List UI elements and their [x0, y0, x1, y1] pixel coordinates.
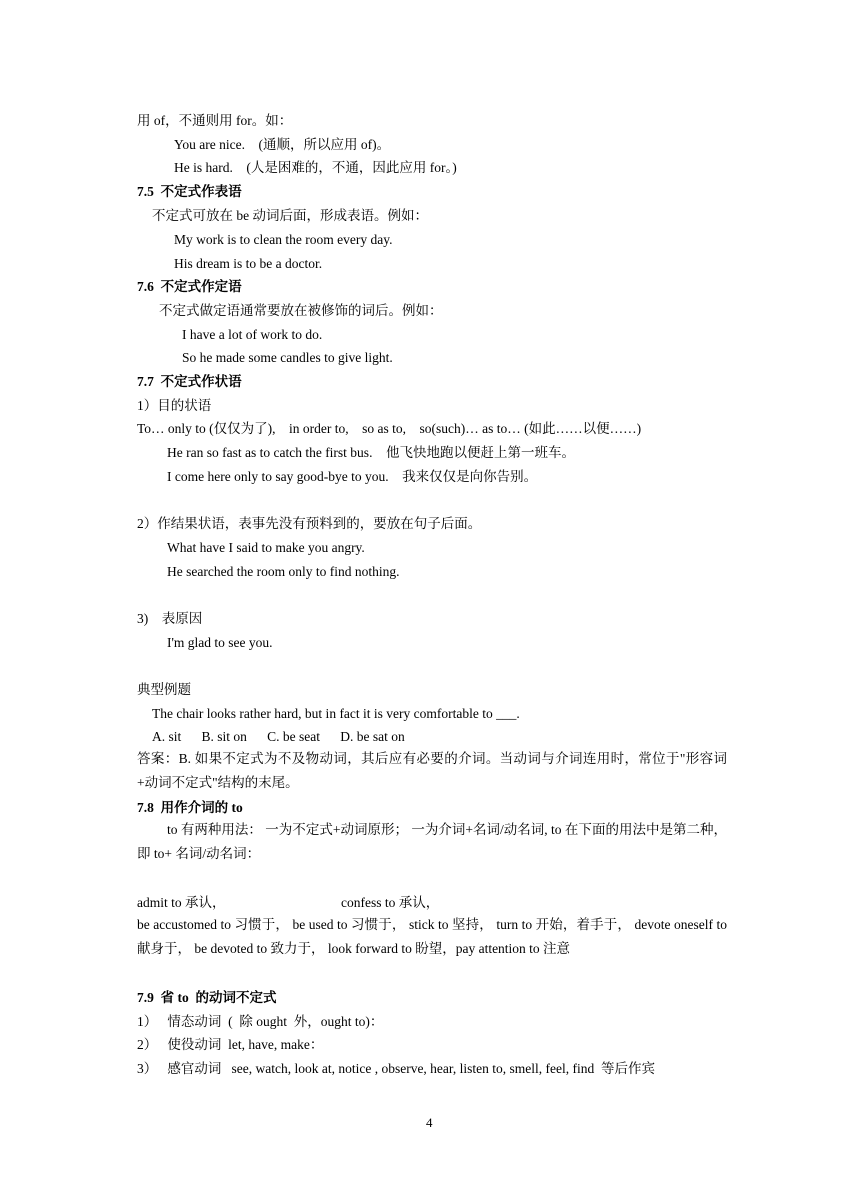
answer-explanation: 答案：B. 如果不定式为不及物动词，其后应有必要的介词。当动词与介词连用时，常位于"形容词+动词不定式"结构的末尾。 — [137, 751, 727, 790]
example-sentence: So he made some candles to give light. — [182, 350, 393, 365]
text-line: 典型例题 — [137, 682, 191, 697]
example-sentence: He ran so fast as to catch the first bus. 他飞快地跑以便赶上第一班车。 — [167, 445, 575, 460]
answer-options: A. sit B. sit on C. be seat D. be sat on — [152, 729, 405, 744]
section-heading: 7.8 用作介词的 to — [137, 800, 243, 815]
text-paragraph: to 有两种用法： 一为不定式+动词原形； 一为介词+名词/动名词, to 在下面的用法中是第二种，即 to+ 名词/动名词： — [137, 822, 727, 861]
example-sentence: What have I said to make you angry. — [167, 540, 365, 555]
text-line: 3） 感官动词 see, watch, look at, notice , observe, hear, listen to, smell, feel, find 等后作宾 — [137, 1061, 655, 1076]
phrase-item: admit to 承认， — [137, 895, 226, 910]
example-sentence: He is hard. (人是困难的，不通，因此应用 for。) — [174, 160, 457, 175]
example-sentence: I'm glad to see you. — [167, 635, 273, 650]
section-heading: 7.6 不定式作定语 — [137, 279, 242, 294]
page-number: 4 — [426, 1115, 433, 1130]
example-sentence: His dream is to be a doctor. — [174, 256, 323, 271]
text-line: 2）作结果状语，表事先没有预料到的，要放在句子后面。 — [137, 516, 482, 531]
text-line: 不定式做定语通常要放在被修饰的词后。例如： — [159, 303, 443, 318]
text-line: 1）目的状语 — [137, 398, 212, 413]
text-line: 2） 使役动词 let, have, make： — [137, 1037, 324, 1052]
text-line: 不定式可放在 be 动词后面，形成表语。例如： — [152, 208, 428, 223]
text-line: 3) 表原因 — [137, 611, 203, 626]
text-line: To… only to (仅仅为了), in order to, so as to, so(such)… as to… (如此……以便……) — [137, 421, 642, 436]
example-sentence: I have a lot of work to do. — [182, 327, 323, 342]
text-line: 1） 情态动词 ( 除 ought 外，ought to)： — [137, 1014, 384, 1029]
phrase-item: confess to 承认， — [341, 895, 440, 910]
section-heading: 7.7 不定式作状语 — [137, 374, 242, 389]
text-line: 用 of，不通则用 for。如： — [137, 113, 293, 128]
section-heading: 7.9 省 to 的动词不定式 — [137, 990, 277, 1005]
example-sentence: I come here only to say good-bye to you. 我来仅仅是向你告别。 — [167, 469, 538, 484]
example-sentence: My work is to clean the room every day. — [174, 232, 393, 247]
example-sentence: He searched the room only to find nothing. — [167, 564, 400, 579]
example-sentence: You are nice. (通顺，所以应用 of)。 — [174, 137, 391, 152]
phrase-list: be accustomed to 习惯于， be used to 习惯于， stick to 坚持， turn to 开始，着手于， devote oneself to 献身于， be devoted to 致力于， look forward to 盼望，pay attention to 注意 — [137, 917, 727, 956]
section-heading: 7.5 不定式作表语 — [137, 184, 242, 199]
question-text: The chair looks rather hard, but in fact it is very comfortable to ___. — [152, 706, 520, 721]
